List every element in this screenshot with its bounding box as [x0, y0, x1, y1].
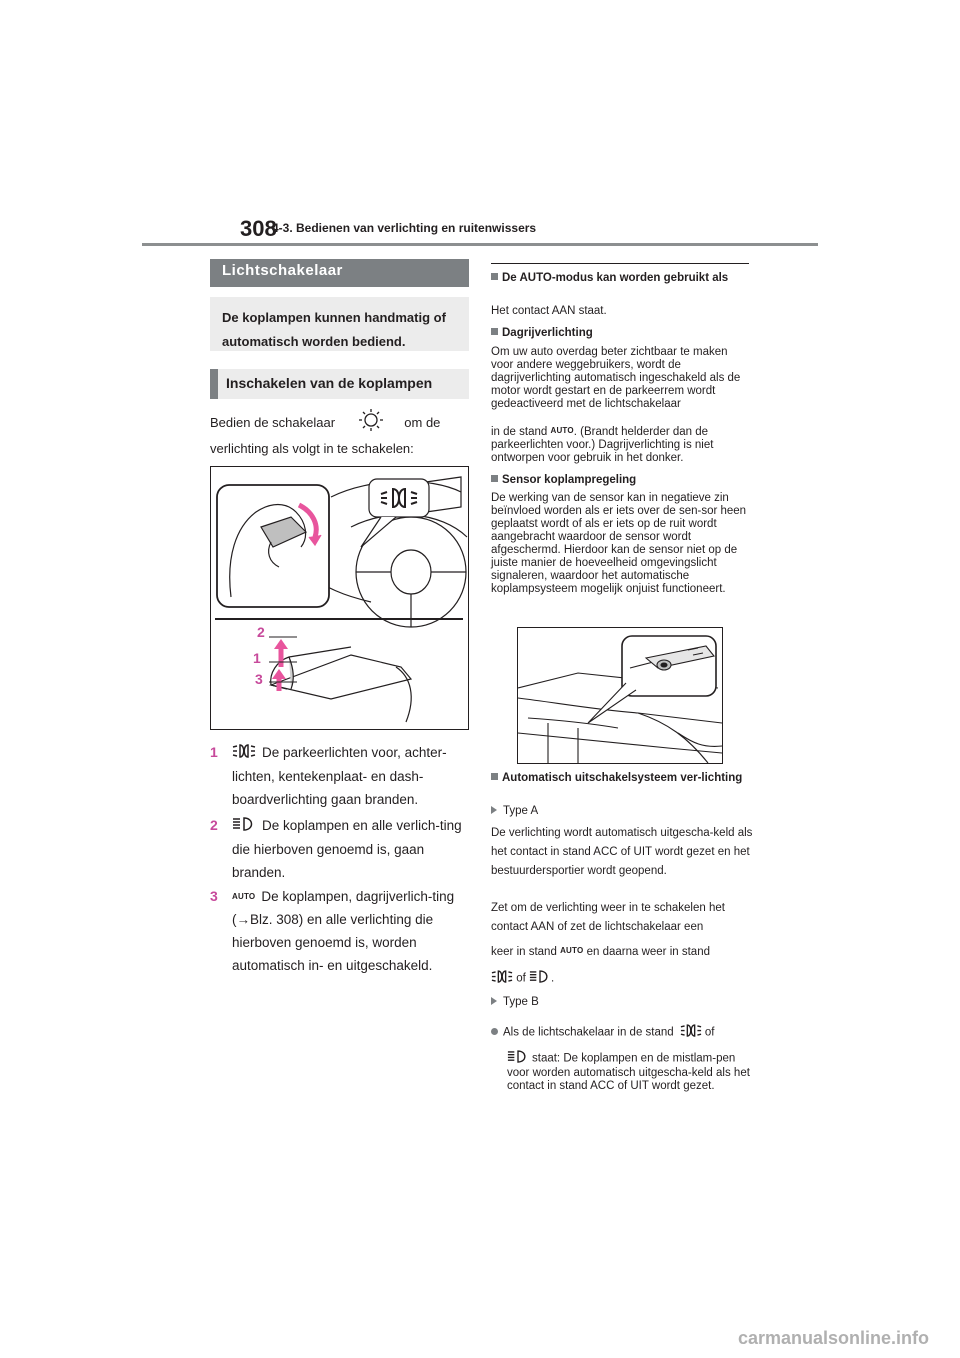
headlight-icon — [232, 815, 256, 838]
typeA-p3b: en daarna weer in stand — [586, 946, 710, 958]
section-title: Lichtschakelaar — [210, 259, 469, 287]
typeA-p4b: . — [551, 972, 555, 985]
list-item-3 — [210, 885, 470, 977]
auto-icon: AUTO — [560, 946, 584, 955]
typeA-p4a: of — [516, 972, 526, 985]
s2-title-text: Dagrijverlichting — [502, 327, 593, 339]
typeA-p1: De verlichting wordt automatisch uitgescha-keld als het contact in stand ACC of UIT wordt gezet en het bestuurdersportier wordt geopend. — [491, 827, 753, 877]
typeB-label — [491, 996, 753, 1009]
square-bullet-icon — [491, 773, 498, 780]
typeB-line1 — [491, 1024, 753, 1041]
header-rule — [142, 243, 818, 246]
item-number: 3 — [210, 888, 218, 904]
chapter-title: 4-3. Bedienen van verlichting en ruitenwissers — [272, 221, 537, 235]
instruction-after: om de verlichting als volgt in te schakelen: — [210, 414, 441, 456]
typeB-body — [507, 1050, 753, 1093]
item-2-text: De koplampen en alle verlich-ting die hierboven genoemd is, gaan branden. — [232, 818, 462, 880]
typeA-p2: Zet om de verlichting weer in te schakelen het contact AAN of zet de lichtschakelaar een — [491, 902, 725, 933]
page-number: 308 — [240, 216, 277, 241]
sensor-figure — [517, 627, 723, 764]
typeA-text: Type A — [503, 805, 539, 817]
typeB-b: staat: De koplampen en de mistlam-pen voor worden automatisch uitgescha-keld als het contact in stand ACC of UIT wordt gezet. — [507, 1052, 750, 1092]
parking-lights-icon — [232, 742, 256, 765]
sensor-illustration — [518, 628, 722, 763]
typeB-a: Als de lichtschakelaar in de stand — [503, 1026, 674, 1039]
parking-lights-icon — [491, 970, 513, 987]
square-bullet-icon — [491, 273, 498, 280]
item-number: 1 — [210, 744, 218, 760]
s1-title-text: De AUTO-modus kan worden gebruikt als — [502, 272, 729, 284]
instruction-text — [210, 409, 472, 460]
item-1-text: De parkeerlichten voor, achter-lichten, kentekenplaat- en dash-boardverlichting gaan branden. — [232, 745, 447, 807]
s2-body-b — [491, 424, 753, 465]
s3-title — [491, 474, 753, 487]
s2-body-b1: in de stand — [491, 426, 548, 438]
light-switch-figure — [210, 466, 469, 730]
s3-title-text: Sensor koplampregeling — [502, 474, 637, 486]
figure-label-3: 3 — [255, 671, 263, 687]
square-bullet-icon — [491, 475, 498, 482]
sub-title: Inschakelen van de koplampen — [210, 369, 469, 399]
s2-title — [491, 327, 753, 340]
auto-icon: AUTO — [550, 426, 574, 435]
s4-title-text: Automatisch uitschakelsysteem ver-lichting — [502, 772, 743, 784]
item-3-text-after: Blz. 308) en alle verlichting die hierboven genoemd is, worden automatisch in- en uitgeschakeld. — [232, 912, 434, 973]
typeB-text: Type B — [503, 996, 539, 1008]
circle-bullet-icon — [491, 1028, 498, 1035]
s3-body: De werking van de sensor kan in negatieve zin beïnvloed worden als er iets over de sen-sor heen geplaatst wordt of als er iets op de ruit wordt aangebracht waardoor de sensor wordt afgeschermd. Hierdoor kan de sensor niet op de juiste manier de hoeveelheid omgevingslicht signaleren, waardoor het automatische koplampsysteem mogelijk onjuist functioneert. — [491, 492, 747, 595]
typeA-label — [491, 805, 753, 818]
typeB-of: of — [704, 1026, 715, 1039]
item-number: 2 — [210, 817, 218, 833]
list-item-1 — [210, 741, 470, 811]
triangle-bullet-icon — [491, 806, 497, 814]
typeA-p3 — [491, 944, 753, 959]
watermark: carmanualsonline.info — [738, 1328, 930, 1348]
headlight-icon — [507, 1050, 529, 1067]
light-switch-icon — [351, 409, 391, 438]
s1-title — [491, 272, 753, 285]
figure-label-2: 2 — [257, 624, 265, 640]
s1-body: Het contact AAN staat. — [491, 305, 607, 317]
instruction-before: Bedien de schakelaar — [210, 414, 336, 430]
typeA-p3a: keer in stand — [491, 946, 557, 958]
item-3-text-before: De koplampen, dagrijverlich-ting ( — [232, 889, 455, 927]
list-item-2 — [210, 814, 470, 884]
right-rule — [491, 263, 749, 264]
s4-title — [491, 772, 753, 785]
auto-icon: AUTO — [232, 892, 256, 901]
triangle-bullet-icon — [491, 997, 497, 1005]
arrow-icon: → — [236, 912, 250, 927]
parking-lights-icon — [680, 1024, 702, 1041]
headlight-icon — [529, 970, 551, 987]
figure-label-1: 1 — [253, 650, 261, 666]
s2-body-a: Om uw auto overdag beter zichtbaar te maken voor andere weggebruikers, wordt de dagrijverlichting automatisch ingeschakeld als de motor wordt gestart en de parkeerrem wordt gedeactiveerd met de lichtschakelaar — [491, 346, 741, 410]
switch-illustration — [211, 467, 468, 729]
typeA-p4 — [491, 970, 753, 987]
square-bullet-icon — [491, 328, 498, 335]
intro-box: De koplampen kunnen handmatig of automatisch worden bediend. — [210, 297, 469, 351]
s2-body-b2: . (Brandt helderder dan de parkeerlichten voor.) Dagrijverlichting is niet ontworpen voor gebruik in het donker. — [491, 426, 714, 464]
